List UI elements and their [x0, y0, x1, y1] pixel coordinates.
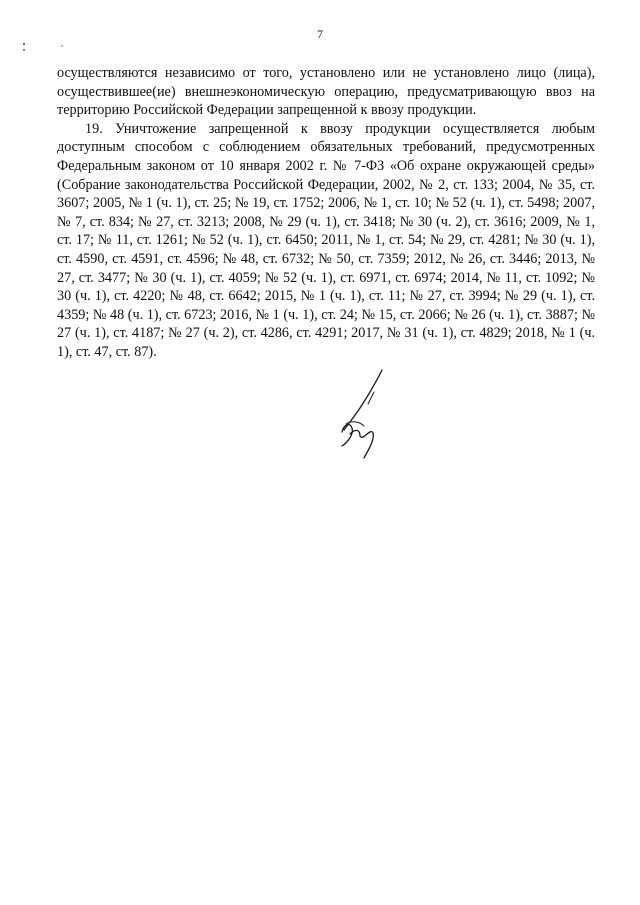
handwritten-signature: [330, 362, 410, 462]
page-number: 7: [317, 27, 323, 41]
paragraph-continuation: осуществляются независимо от того, установлено или не установлено лицо (лица), осуществившее(ие) внешнеэкономическую операцию, предусматривающую ввоз на территорию Российской Федерации запрещенной к ввозу продукции.: [57, 65, 595, 119]
paragraph-item-19: 19. Уничтожение запрещенной к ввозу продукции осуществляется любым доступным способом с соблюдением обязательных требований, предусмотренных Федеральным законом от 10 января 2002 г. № 7-ФЗ «Об охране окружающей среды» (Собрание законодательства Российской Федерации, 2002, № 2, ст. 133; 2004, № 35, ст. 3607; 2005, № 1 (ч. 1), ст. 25; № 19, ст. 1752; 2006, № 1, ст. 10; № 52 (ч. 1), ст. 5498; 2007, № 7, ст. 834; № 27, ст. 3213; 2008, № 29 (ч. 1), ст. 3418; № 30 (ч. 2), ст. 3616; 2009, № 1, ст. 17; № 11, ст. 1261; № 52 (ч. 1), ст. 6450; 2011, № 1, ст. 54; № 29, ст. 4281; № 30 (ч. 1), ст. 4590, ст. 4591, ст. 4596; № 48, ст. 6732; № 50, ст. 7359; 2012, № 26, ст. 3446; 2013, № 27, ст. 3477; № 30 (ч. 1), ст. 4059; № 52 (ч. 1), ст. 6971, ст. 6974; 2014, № 11, ст. 1092; № 30 (ч. 1), ст. 4220; № 48, ст. 6642; 2015, № 1 (ч. 1), ст. 11; № 27, ст. 3994; № 29 (ч. 1), ст. 4359; № 48 (ч. 1), ст. 6723; 2016, № 1 (ч. 1), ст. 24; № 15, ст. 2066; № 26 (ч. 1), ст. 3887; № 27 (ч. 1), ст. 4187; № 27 (ч. 2), ст. 4286, ст. 4291; 2017, № 31 (ч. 1), ст. 4829; 2018, № 1 (ч. 1), ст. 47, ст. 87).: [57, 120, 595, 360]
document-body: [57, 64, 595, 362]
